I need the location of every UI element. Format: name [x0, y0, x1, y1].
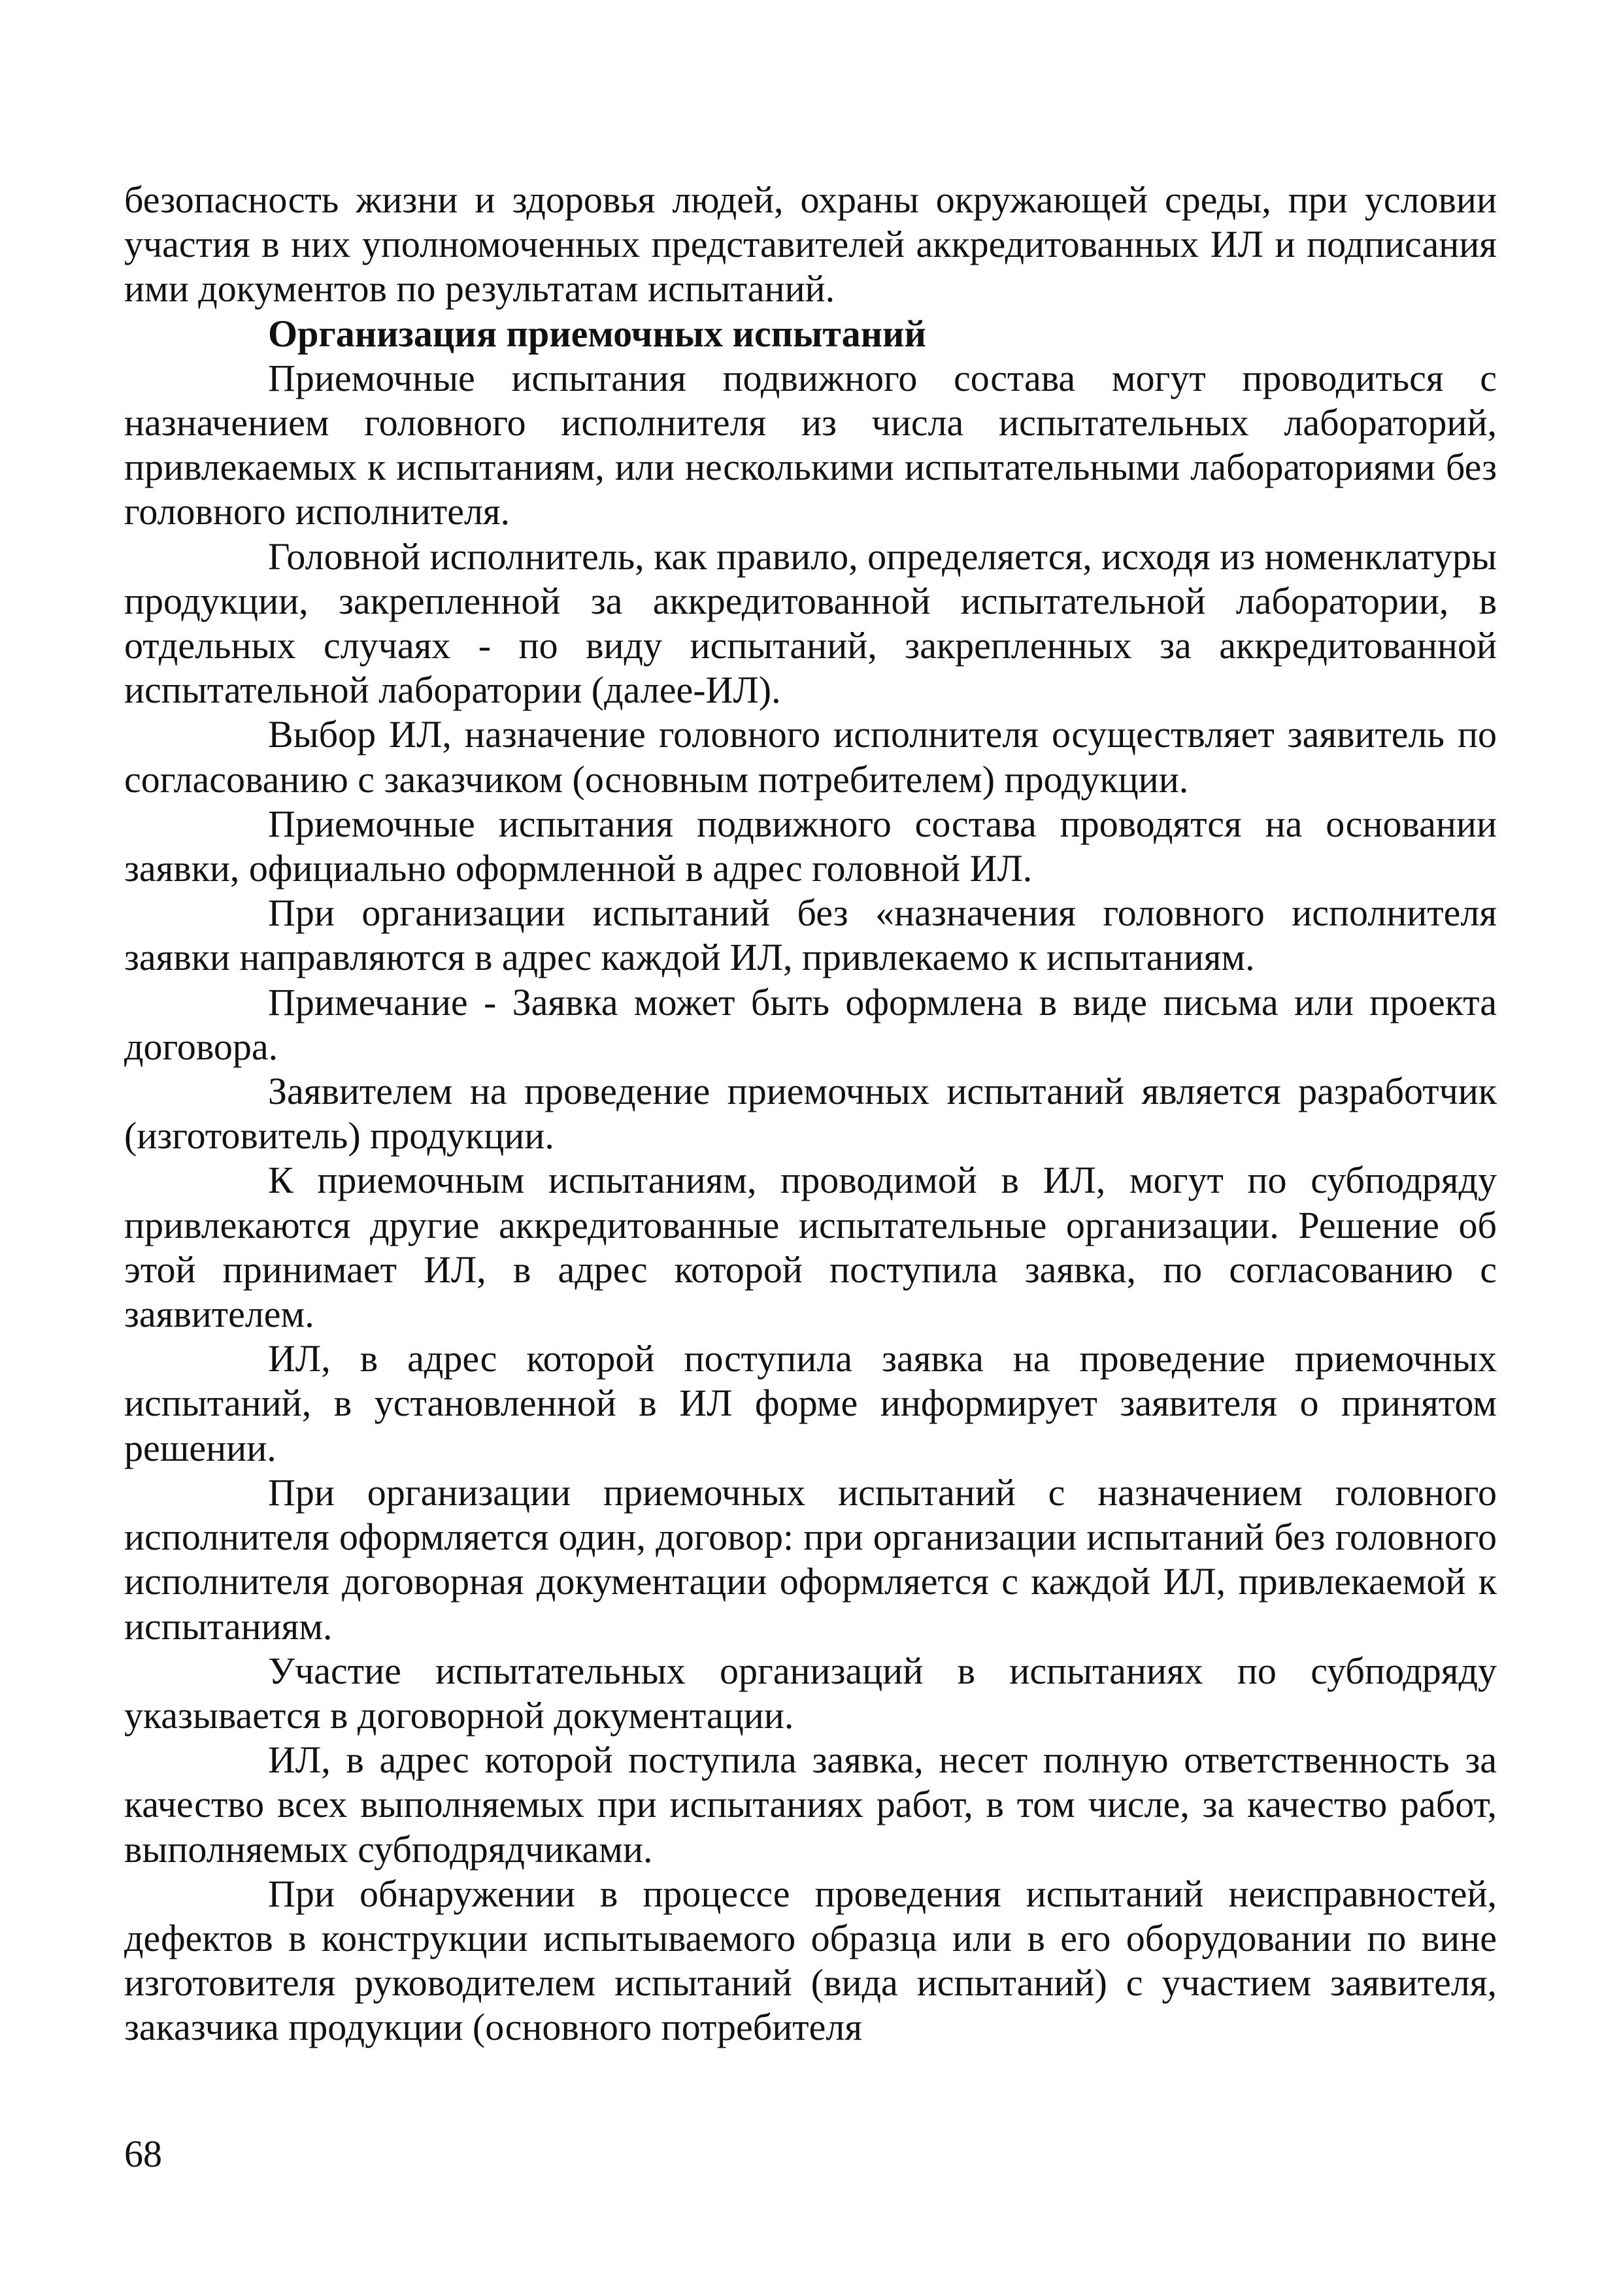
page-number: 68: [124, 2133, 162, 2175]
paragraph-4: Приемочные испытания подвижного состава проводятся на основании заявки, официально оформленной в адрес головной ИЛ.: [124, 802, 1497, 890]
paragraph-2: Головной исполнитель, как правило, определяется, исходя из номенклатуры продукции, закрепленной за аккредитованной испытательной лаборатории, в отдельных случаях - по виду испытаний, закрепленных за аккредитованной испытательной лаборатории (далее-ИЛ).: [124, 535, 1497, 712]
paragraph-3: Выбор ИЛ, назначение головного исполнителя осуществляет заявитель по согласованию с заказчиком (основным потребителем) продукции.: [124, 713, 1497, 801]
paragraph-5: При организации испытаний без «назначения головного исполнителя заявки направляются в адрес каждой ИЛ, привлекаемо к испытаниям.: [124, 891, 1497, 979]
note-paragraph: Примечание - Заявка может быть оформлена в виде письма или проекта договора.: [124, 980, 1497, 1068]
paragraph-1: Приемочные испытания подвижного состава могут проводиться с назначением головного исполнителя из числа испытательных лабораторий, привлекаемых к испытаниям, или несколькими испытательными лабораториями без головного исполнителя.: [124, 356, 1497, 533]
paragraph-7: Заявителем на проведение приемочных испытаний является разработчик (изготовитель) продукции.: [124, 1070, 1497, 1157]
paragraph-8: К приемочным испытаниям, проводимой в ИЛ, могут по субподряду привлекаются другие аккредитованные испытательные организации. Решение об этой принимает ИЛ, в адрес которой поступила заявка, по согласованию с заявителем.: [124, 1159, 1497, 1336]
section-heading: Организация приемочных испытаний: [268, 312, 926, 355]
paragraph-12: ИЛ, в адрес которой поступила заявка, несет полную ответственность за качество всех выполняемых при испытаниях работ, в том числе, за качество работ, выполняемых субподрядчиками.: [124, 1739, 1497, 1871]
paragraph-10: При организации приемочных испытаний с назначением головного исполнителя оформляется один, договор: при организации испытаний без головного исполнителя договорная документации оформляется с каждой ИЛ, привлекаемой к испытаниям.: [124, 1471, 1497, 1648]
paragraph-9: ИЛ, в адрес которой поступила заявка на проведение приемочных испытаний, в установленной в ИЛ форме информирует заявителя о принятом решении.: [124, 1337, 1497, 1469]
paragraph-13: При обнаружении в процессе проведения испытаний неисправностей, дефектов в конструкции испытываемого образца или в его оборудовании по вине изготовителя руководителем испытаний (вида испытаний) с участием заявителя, заказчика продукции (основного потребителя: [124, 1872, 1497, 2049]
continuation-paragraph: безопасность жизни и здоровья людей, охраны окружающей среды, при условии участия в них уполномоченных представителей аккредитованных ИЛ и подписания ими документов по результатам испытаний.: [124, 178, 1497, 310]
document-body: [124, 178, 1497, 2050]
paragraph-11: Участие испытательных организаций в испытаниях по субподряду указывается в договорной документации.: [124, 1649, 1497, 1737]
